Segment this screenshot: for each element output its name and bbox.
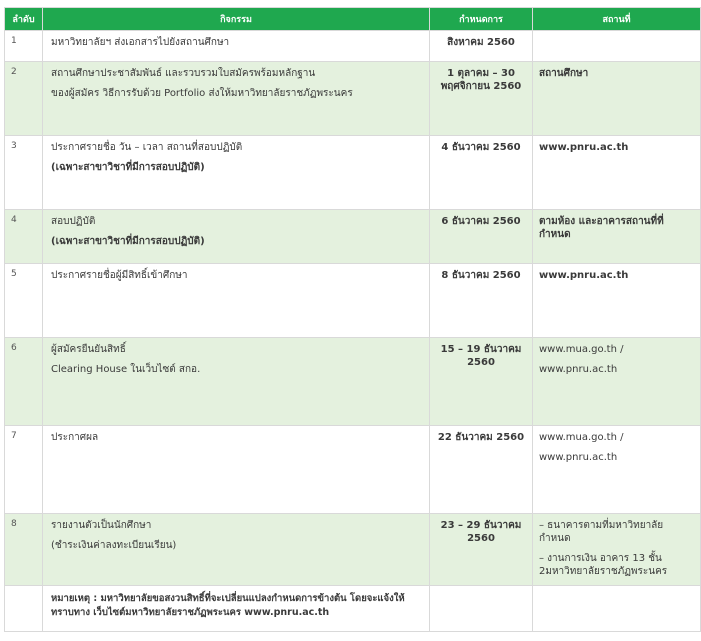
table-row: [5, 426, 701, 514]
place-cell: [533, 31, 701, 62]
place-line: www.pnru.ac.th: [539, 142, 629, 153]
schedule-date: 22 ธันวาคม 2560: [430, 426, 533, 514]
row-number: 6: [5, 338, 43, 426]
activity-cell: [43, 514, 430, 586]
place-cell: [533, 514, 701, 586]
place-line: www.pnru.ac.th: [539, 270, 629, 281]
row-number: 3: [5, 136, 43, 210]
row-number: 7: [5, 426, 43, 514]
place-line: – ธนาคารตามที่มหาวิทยาลัยกำหนด: [539, 520, 664, 544]
note-empty-place: [533, 586, 701, 632]
table-row: [5, 62, 701, 136]
activity-line: ของผู้สมัคร วิธีการรับด้วย Portfolio ส่งให้มหาวิทยาลัยราชภัฏพระนคร: [51, 88, 353, 99]
schedule-date: 23 – 29 ธันวาคม 2560: [430, 514, 533, 586]
row-number: 1: [5, 31, 43, 62]
schedule-date: 4 ธันวาคม 2560: [430, 136, 533, 210]
place-line: www.mua.go.th /: [539, 432, 624, 443]
note-text: หมายเหตุ : มหาวิทยาลัยขอสงวนสิทธิ์ที่จะเปลี่ยนแปลงกำหนดการข้างต้น โดยจะแจ้งให้ทราบทาง เว็บไซต์มหาวิทยาลัยราชภัฏพระนคร www.pnru.ac.th: [43, 586, 430, 632]
activity-line: ประกาศผล: [51, 432, 99, 443]
header-no: ลำดับ: [5, 8, 43, 31]
place-line: www.pnru.ac.th: [539, 452, 618, 463]
schedule-date: สิงหาคม 2560: [430, 31, 533, 62]
activity-line: มหาวิทยาลัยฯ ส่งเอกสารไปยังสถานศึกษา: [51, 37, 230, 48]
place-line: สถานศึกษา: [539, 68, 589, 79]
activity-line: ผู้สมัครยืนยันสิทธิ์: [51, 344, 126, 355]
row-number: 8: [5, 514, 43, 586]
activity-cell: [43, 136, 430, 210]
header-activity: กิจกรรม: [43, 8, 430, 31]
activity-line: ประกาศรายชื่อ วัน – เวลา สถานที่สอบปฏิบัติ: [51, 142, 243, 153]
row-number: 4: [5, 210, 43, 264]
schedule-table: [4, 7, 701, 632]
row-number: 5: [5, 264, 43, 338]
table-row: [5, 210, 701, 264]
activity-cell: [43, 338, 430, 426]
table-row: [5, 514, 701, 586]
note-row: [5, 586, 701, 632]
activity-line: รายงานตัวเป็นนักศึกษา: [51, 520, 152, 531]
schedule-date: 1 ตุลาคม – 30 พฤศจิกายน 2560: [430, 62, 533, 136]
activity-note: (เฉพาะสาขาวิชาที่มีการสอบปฏิบัติ): [51, 162, 205, 173]
activity-line: (ชำระเงินค่าลงทะเบียนเรียน): [51, 540, 177, 551]
place-cell: [533, 264, 701, 338]
table-row: [5, 31, 701, 62]
note-empty-date: [430, 586, 533, 632]
note-empty-cell: [5, 586, 43, 632]
activity-cell: [43, 264, 430, 338]
place-line: www.mua.go.th /: [539, 344, 624, 355]
place-line: – งานการเงิน อาคาร 13 ชั้น 2มหาวิทยาลัยราชภัฏพระนคร: [539, 553, 668, 577]
activity-line: สอบปฏิบัติ: [51, 216, 96, 227]
place-cell: [533, 62, 701, 136]
activity-cell: [43, 210, 430, 264]
schedule-date: 6 ธันวาคม 2560: [430, 210, 533, 264]
header-row: [5, 8, 701, 31]
schedule-date: 8 ธันวาคม 2560: [430, 264, 533, 338]
activity-cell: [43, 426, 430, 514]
table-row: [5, 136, 701, 210]
place-cell: [533, 426, 701, 514]
place-cell: [533, 338, 701, 426]
activity-note: (เฉพาะสาขาวิชาที่มีการสอบปฏิบัติ): [51, 236, 205, 247]
table-row: [5, 338, 701, 426]
activity-line: Clearing House ในเว็บไซต์ สกอ.: [51, 364, 201, 375]
activity-cell: [43, 62, 430, 136]
place-line: www.pnru.ac.th: [539, 364, 618, 375]
header-place: สถานที่: [533, 8, 701, 31]
place-cell: [533, 136, 701, 210]
place-line: ตามห้อง และอาคารสถานที่ที่กำหนด: [539, 216, 664, 240]
row-number: 2: [5, 62, 43, 136]
table-row: [5, 264, 701, 338]
activity-line: สถานศึกษาประชาสัมพันธ์ และรวบรวมใบสมัครพร้อมหลักฐาน: [51, 68, 316, 79]
activity-cell: [43, 31, 430, 62]
schedule-date: 15 – 19 ธันวาคม 2560: [430, 338, 533, 426]
activity-line: ประกาศรายชื่อผู้มีสิทธิ์เข้าศึกษา: [51, 270, 188, 281]
place-cell: [533, 210, 701, 264]
header-schedule: กำหนดการ: [430, 8, 533, 31]
